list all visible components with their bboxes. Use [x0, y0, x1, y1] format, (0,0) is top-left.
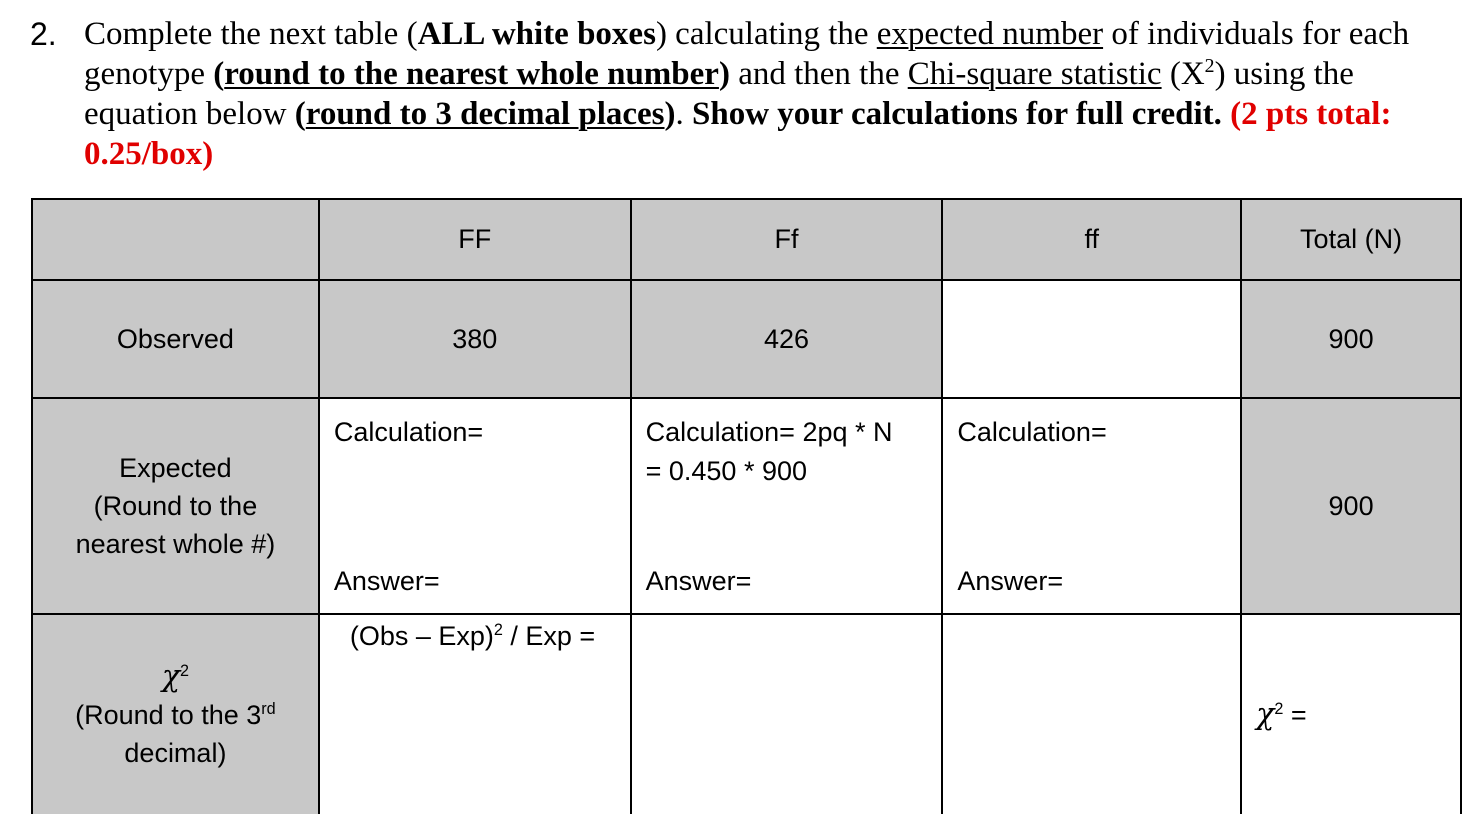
expected-ff-answer: Answer=	[957, 566, 1064, 596]
chi-symbol-sup: 2	[180, 661, 190, 680]
header-ff-dominant: FF	[319, 199, 631, 280]
chi-label-line3: decimal)	[124, 737, 227, 768]
chi-formula-sup: 2	[493, 621, 503, 639]
chi-Ff-input[interactable]	[631, 614, 943, 814]
q-all-white-boxes: ALL white boxes	[417, 16, 656, 52]
chi-symbol	[33, 658, 318, 696]
expected-label-line1: Expected	[119, 453, 232, 483]
expected-ff-calculation: Calculation=	[957, 417, 1107, 447]
question-block	[30, 14, 1440, 174]
q-chi-square-statistic: Chi-square statistic	[907, 56, 1162, 92]
chi-square-table	[31, 198, 1462, 814]
q-paren-open-2: (	[294, 96, 306, 132]
q-points: (2 pts total: 0.25/box)	[84, 96, 1392, 172]
expected-FF-calculation: Calculation=	[333, 417, 484, 447]
expected-label-line3: nearest whole #)	[75, 529, 276, 559]
expected-Ff-calc-line1: Calculation= 2pq * N	[645, 417, 893, 447]
expected-label	[32, 398, 319, 614]
chi-label-line2-text: (Round to the 3	[75, 699, 262, 730]
q-text-12: ) using the equation below	[84, 56, 1354, 132]
chi-symbol-char: χ	[161, 658, 180, 694]
chi-formula-b: / Exp =	[502, 621, 596, 651]
expected-Ff-calc-line2: = 0.450 * 900	[645, 456, 808, 486]
header-row	[32, 199, 1461, 280]
question-number: 2.	[30, 16, 57, 52]
chi-label	[32, 614, 319, 814]
expected-ff-input[interactable]	[942, 398, 1241, 614]
expected-FF-input[interactable]	[319, 398, 631, 614]
q-space	[1222, 96, 1230, 132]
q-text-9: and then the	[729, 56, 908, 92]
q-text-11: (X	[1161, 56, 1205, 92]
expected-Ff-input[interactable]	[631, 398, 943, 614]
q-show-calculations: Show your calculations for full credit.	[692, 96, 1222, 132]
expected-total: 900	[1241, 398, 1461, 614]
expected-label-line2: (Round to the	[93, 491, 258, 521]
chi-formula	[350, 621, 595, 652]
q-paren-open: (	[213, 56, 225, 92]
header-corner	[32, 199, 319, 280]
observed-row	[32, 280, 1461, 398]
chi-label-line2-sup: rd	[261, 699, 276, 718]
expected-Ff-answer: Answer=	[645, 566, 752, 596]
header-total: Total (N)	[1241, 199, 1461, 280]
chi-row	[32, 614, 1461, 814]
q-round-whole: round to the nearest whole number	[224, 56, 719, 92]
observed-ff-input[interactable]	[942, 280, 1241, 398]
q-text-5: of individuals for each genotype	[84, 16, 1410, 92]
q-round-decimal: round to 3 decimal places	[305, 96, 665, 132]
q-paren-close: )	[718, 56, 730, 92]
chi-total-sup: 2	[1274, 700, 1284, 718]
chi-total-eq: =	[1283, 700, 1307, 730]
chi-total-input[interactable]	[1241, 614, 1461, 814]
q-text-16: .	[675, 96, 693, 132]
chi-FF-input[interactable]	[319, 614, 631, 814]
q-text-3: ) calculating the	[655, 16, 877, 52]
observed-Ff: 426	[631, 280, 943, 398]
observed-FF: 380	[319, 280, 631, 398]
chi-ff-input[interactable]	[942, 614, 1241, 814]
chi-label-line2	[33, 696, 318, 734]
header-ff-recessive: ff	[942, 199, 1241, 280]
chi-total-symbol: χ	[1256, 697, 1275, 732]
chi-formula-a: (Obs – Exp)	[349, 621, 494, 651]
q-expected-number: expected number	[876, 16, 1104, 52]
expected-row	[32, 398, 1461, 614]
q-text-1: Complete the next table (	[84, 16, 418, 52]
q-paren-close-2: )	[664, 96, 676, 132]
header-ff-hetero: Ff	[631, 199, 943, 280]
expected-FF-answer: Answer=	[333, 566, 440, 596]
question-text	[84, 14, 1440, 174]
expected-Ff-calculation	[646, 413, 893, 491]
observed-total: 900	[1241, 280, 1461, 398]
observed-label: Observed	[32, 280, 319, 398]
q-superscript: 2	[1204, 55, 1215, 77]
